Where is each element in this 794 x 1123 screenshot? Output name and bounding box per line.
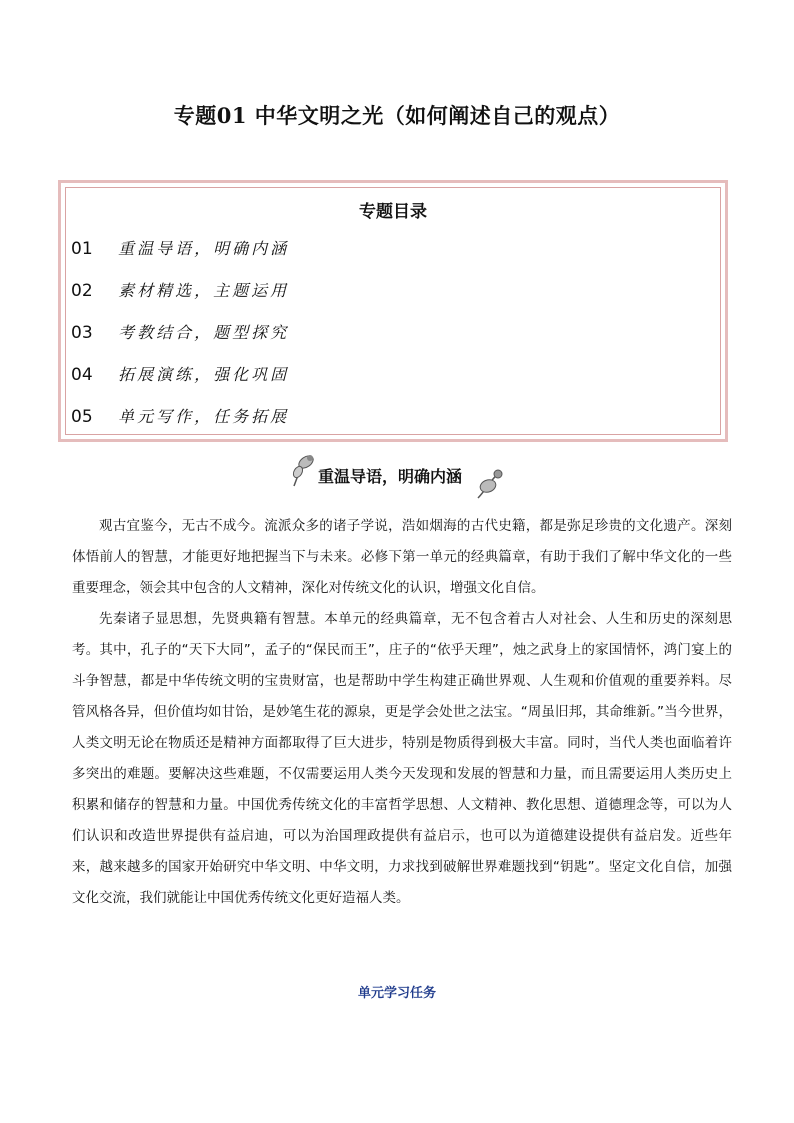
flower-leaf-icon xyxy=(474,464,504,500)
paragraph: 先秦诸子显思想，先贤典籍有智慧。本单元的经典篇章，无不包含着古人对社会、人生和历史的深刻思考。其中，孔子的“天下大同”，孟子的“保民而王”，庄子的“依乎天理”，烛之武身上的家国情怀，鸿门宴上的斗争智慧，都是中华传统文明的宝贵财富，也是帮助中学生构建正确世界观、人生观和价值观的重要养料。尽管风格各异，但价值均如甘饴，是妙笔生花的源泉，更是学会处世之法宝。“周虽旧邦，其命维新。”当今世界，人类文明无论在物质还是精神方面都取得了巨大进步，特别是物质得到极大丰富。同时，当代人类也面临着许多突出的难题。要解决这些难题，不仅需要运用人类今天发现和发展的智慧和力量，而且需要运用人类历史上积累和储存的智慧和力量。中国优秀传统文化的丰富哲学思想、人文精神、教化思想、道德理念等，可以为人们认识和改造世界提供有益启迪，可以为治国理政提供有益启示，也可以为道德建设提供有益启发。近些年来，越来越多的国家开始研究中华文明、中华文明，力求找到破解世界难题找到“钥匙”。坚定文化自信，加强文化交流，我们就能让中国优秀传统文化更好造福人类。 xyxy=(72,611,732,906)
toc-item-label: 单元写作，任务拓展 xyxy=(118,407,290,426)
section-banner xyxy=(288,452,508,498)
intro-text xyxy=(72,511,732,914)
toc-item-03 xyxy=(71,320,289,343)
toc-item-number: 05 xyxy=(71,407,93,427)
toc-item-04 xyxy=(71,362,289,385)
toc-item-02 xyxy=(71,278,289,301)
table-of-contents xyxy=(58,180,728,442)
paragraph: 观古宜鉴今，无古不成今。流派众多的诸子学说，浩如烟海的古代史籍，都是弥足珍贵的文化遗产。深刻体悟前人的智慧，才能更好地把握当下与未来。必修下第一单元的经典篇章，有助于我们了解中华文化的一些重要理念，领会其中包含的人文精神，深化对传统文化的认识，增强文化自信。 xyxy=(72,518,732,596)
toc-item-number: 04 xyxy=(71,365,93,385)
toc-item-01 xyxy=(71,236,289,259)
toc-item-number: 03 xyxy=(71,323,93,343)
flower-leaf-icon xyxy=(288,452,318,488)
toc-item-label: 拓展演练，强化巩固 xyxy=(118,365,290,384)
subsection-title: 单元学习任务 xyxy=(357,986,436,1001)
toc-item-label: 考教结合，题型探究 xyxy=(118,323,290,342)
toc-item-number: 01 xyxy=(71,239,93,259)
toc-heading: 专题目录 xyxy=(359,202,427,222)
section-title: 重温导语，明确内涵 xyxy=(318,467,463,486)
toc-item-label: 重温导语，明确内涵 xyxy=(118,239,290,258)
page-title: 专题01 中华文明之光（如何阐述自己的观点） xyxy=(173,103,621,128)
toc-item-label: 素材精选，主题运用 xyxy=(118,281,290,300)
toc-item-number: 02 xyxy=(71,281,93,301)
toc-item-05 xyxy=(71,404,289,427)
